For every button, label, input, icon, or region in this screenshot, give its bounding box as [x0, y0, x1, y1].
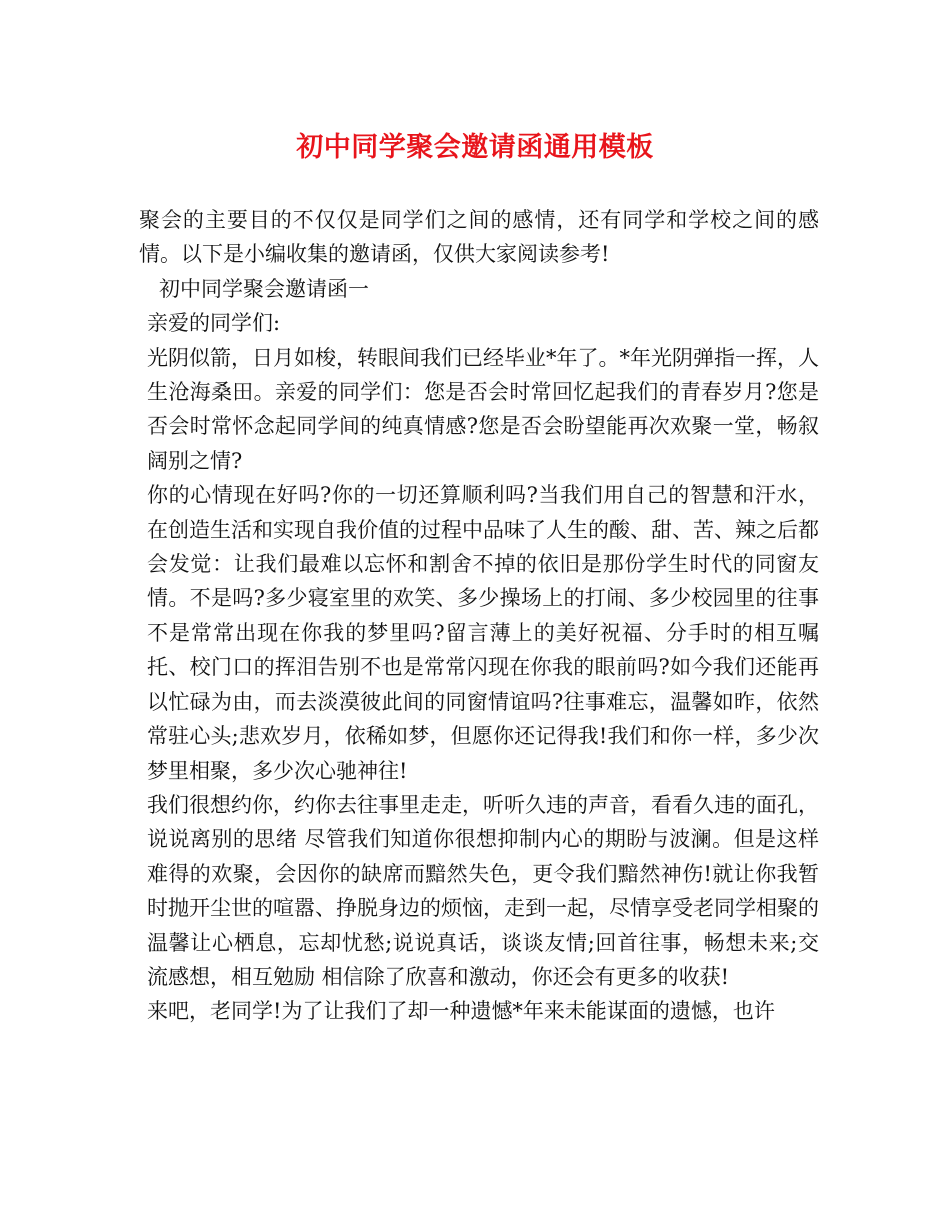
body-paragraph: 光阴似箭，日月如梭，转眼间我们已经毕业*年了。*年光阴弹指一挥，人生沧海桑田。亲爱的同学们：您是否会时常回忆起我们的青春岁月?您是否会时常怀念起同学间的纯真情感?您是否会盼望能再次欢聚一堂，畅叙阔别之情?: [147, 345, 819, 473]
salutation: 亲爱的同学们:: [147, 311, 281, 336]
document-body: [139, 203, 819, 1029]
section-heading: 初中同学聚会邀请函一: [159, 276, 369, 301]
body-paragraph: 你的心情现在好吗?你的一切还算顺利吗?当我们用自己的智慧和汗水，在创造生活和实现自我价值的过程中品味了人生的酸、甜、苦、辣之后都会发觉：让我们最难以忘怀和割舍不掉的依旧是那份学生时代的同窗友情。不是吗?多少寝室里的欢笑、多少操场上的打闹、多少校园里的往事不是常常出现在你我的梦里吗?留言薄上的美好祝福、分手时的相互嘱托、校门口的挥泪告别不也是常常闪现在你我的眼前吗?如今我们还能再以忙碌为由，而去淡漠彼此间的同窗情谊吗?往事难忘，温馨如昨，依然常驻心头;悲欢岁月，依稀如梦，但愿你还记得我!我们和你一样，多少次梦里相聚，多少次心驰神往!: [147, 483, 819, 783]
document-title: 初中同学聚会邀请函通用模板: [296, 132, 654, 163]
body-paragraph: 来吧，老同学!为了让我们了却一种遗憾*年来未能谋面的遗憾，也许: [147, 999, 775, 1024]
intro-paragraph: 聚会的主要目的不仅仅是同学们之间的感情，还有同学和学校之间的感情。以下是小编收集的邀请函，仅供大家阅读参考!: [139, 208, 819, 267]
body-paragraph: 我们很想约你，约你去往事里走走，听听久违的声音，看看久违的面孔，说说离别的思绪 尽管我们知道你很想抑制内心的期盼与波澜。但是这样难得的欢聚，会因你的缺席而黯然失色，更令我们黯然神伤!就让你我暂时抛开尘世的喧嚣、挣脱身边的烦恼，走到一起，尽情享受老同学相聚的温馨让心栖息，忘却忧愁;说说真话，谈谈友情;回首往事，畅想未来;交流感想，相互勉励 相信除了欣喜和激动，你还会有更多的收获!: [147, 792, 819, 989]
